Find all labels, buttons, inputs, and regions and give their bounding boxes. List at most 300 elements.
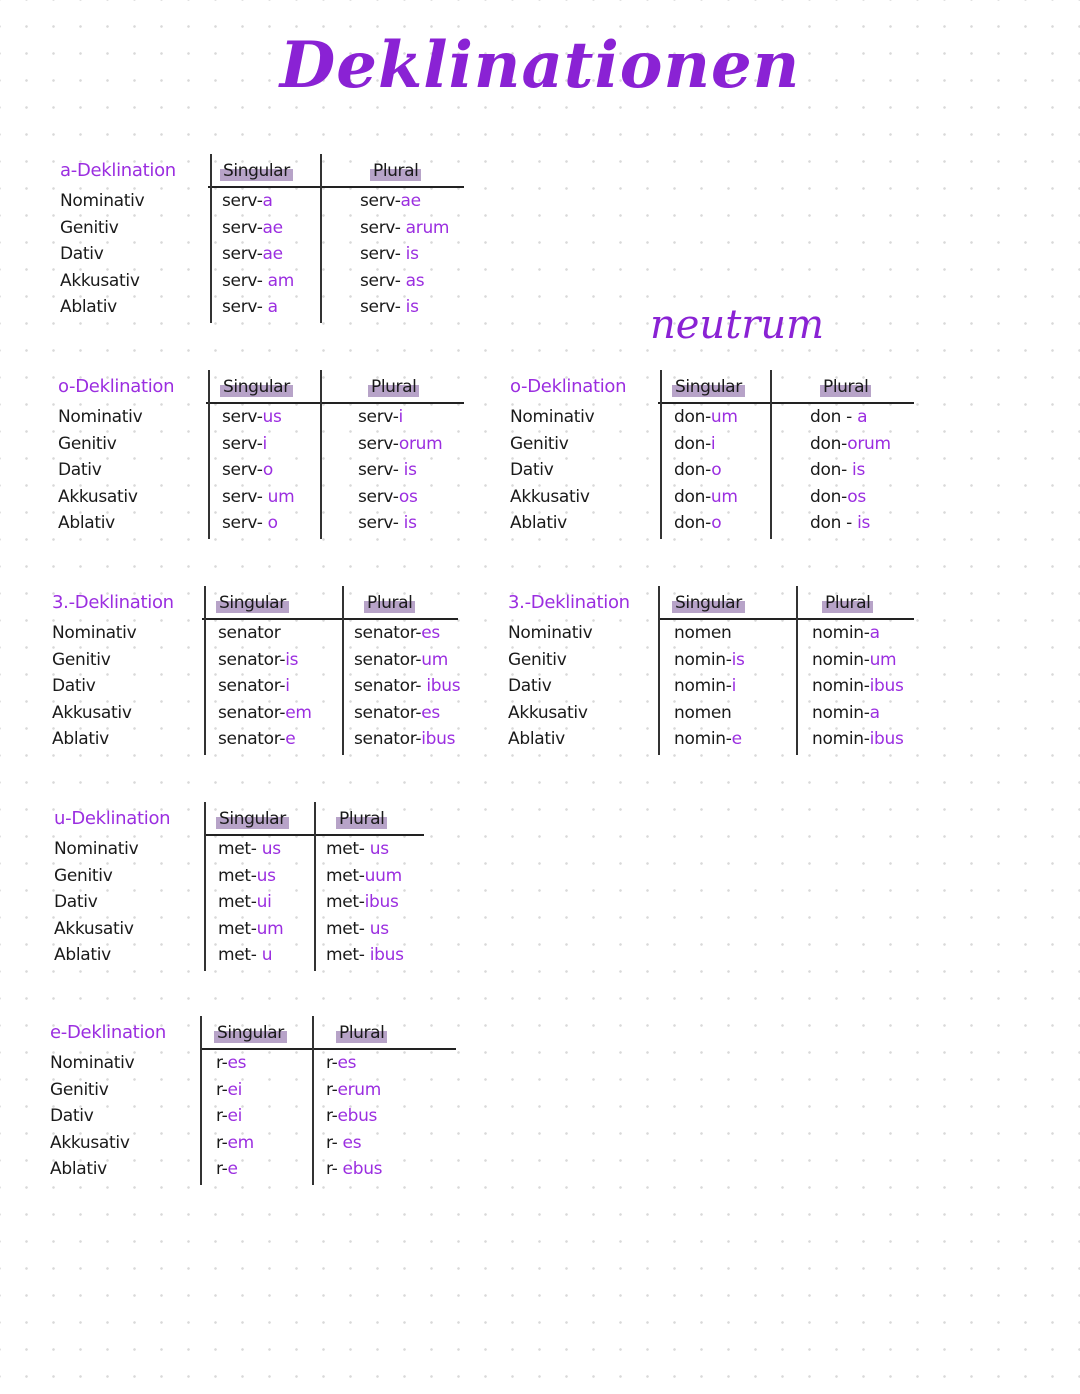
singular-form xyxy=(222,457,294,484)
o-declension-table xyxy=(58,368,468,538)
case-column xyxy=(50,1050,134,1183)
singular-form xyxy=(218,942,283,969)
word-ending: is xyxy=(403,460,417,480)
singular-form xyxy=(218,863,283,890)
declension-name xyxy=(508,590,630,617)
word-stem: don- xyxy=(674,513,712,533)
column-divider-left xyxy=(210,154,212,323)
word-ending: es xyxy=(337,1053,357,1073)
word-stem: met- xyxy=(326,918,370,939)
singular-form xyxy=(674,484,738,511)
declension-name-prefix: 3.- xyxy=(52,592,75,613)
word-stem: serv- xyxy=(358,433,399,454)
word-stem: senator- xyxy=(354,623,422,643)
declension-name-suffix: Deklination xyxy=(75,376,175,397)
word-stem: serv- xyxy=(222,407,263,427)
plural-form xyxy=(358,457,442,484)
plural-column xyxy=(326,1050,382,1183)
case-label: Nominativ xyxy=(60,191,145,211)
singular-form xyxy=(218,836,283,863)
case-column xyxy=(58,404,142,537)
plural-column xyxy=(360,188,449,321)
column-divider-right xyxy=(342,586,344,755)
word-stem: r- xyxy=(326,1159,343,1179)
word-stem: nomin- xyxy=(812,676,870,696)
word-ending: o xyxy=(711,513,722,533)
word-stem: serv- xyxy=(222,191,263,211)
plural-form xyxy=(812,726,904,753)
word-ending: ae xyxy=(400,191,421,211)
singular-column xyxy=(674,404,738,537)
singular-form xyxy=(222,215,294,242)
word-ending: ei xyxy=(227,1106,243,1126)
word-stem: don- xyxy=(810,433,848,454)
word-stem: met- xyxy=(218,865,257,886)
word-stem: senator- xyxy=(218,702,286,723)
plural-form xyxy=(326,836,404,863)
plural-form xyxy=(810,431,891,458)
word-ending: o xyxy=(711,460,722,480)
word-stem: serv- xyxy=(222,217,263,238)
word-ending: ibus xyxy=(369,945,404,965)
word-ending: is xyxy=(405,297,419,317)
declension-name xyxy=(510,374,626,401)
word-ending: is xyxy=(403,513,417,533)
case-label: Genitiv xyxy=(52,649,111,670)
word-ending: i xyxy=(398,407,403,427)
word-stem: r- xyxy=(216,1053,228,1073)
column-divider-left xyxy=(204,802,206,971)
word-stem: don - xyxy=(810,407,858,427)
plural-form xyxy=(360,215,449,242)
column-divider-left xyxy=(204,586,206,755)
word-ending: ei xyxy=(227,1079,243,1100)
word-ending: us xyxy=(256,865,276,886)
word-stem: nomin- xyxy=(674,649,732,670)
word-ending: i xyxy=(262,433,267,454)
singular-form xyxy=(674,457,738,484)
singular-form xyxy=(674,620,745,647)
word-ending: e xyxy=(285,729,296,749)
word-stem: serv- xyxy=(358,407,399,427)
case-label: Dativ xyxy=(52,676,96,696)
word-ending: em xyxy=(285,702,312,723)
case-label: Ablativ xyxy=(60,297,117,317)
singular-form xyxy=(218,620,312,647)
case-column xyxy=(510,404,594,537)
case-label: Genitiv xyxy=(58,433,117,454)
declension-name xyxy=(54,806,170,833)
singular-header: Singular xyxy=(216,590,289,617)
singular-column xyxy=(216,1050,254,1183)
word-stem: serv- xyxy=(222,297,268,317)
column-divider-left xyxy=(208,370,210,539)
case-label: Nominativ xyxy=(58,407,143,427)
word-ending: ae xyxy=(262,244,283,264)
word-ending: as xyxy=(405,270,425,291)
plural-header: Plural xyxy=(336,1020,387,1047)
case-label: Genitiv xyxy=(508,649,567,670)
singular-header: Singular xyxy=(214,1020,287,1047)
singular-form xyxy=(674,673,745,700)
word-stem: serv- xyxy=(222,270,268,291)
case-label: Akkusativ xyxy=(50,1132,130,1153)
word-ending: us xyxy=(262,407,282,427)
word-stem: nomen xyxy=(674,623,732,643)
singular-form xyxy=(222,510,294,537)
word-ending: is xyxy=(852,460,865,480)
declension-name xyxy=(50,1020,166,1047)
singular-form xyxy=(222,241,294,268)
singular-form xyxy=(222,404,294,431)
word-ending: es xyxy=(227,1053,247,1073)
word-stem: don - xyxy=(810,513,858,533)
singular-form xyxy=(222,431,294,458)
word-ending: erum xyxy=(337,1079,382,1100)
case-label: Akkusativ xyxy=(508,702,588,723)
declension-name xyxy=(60,158,176,185)
singular-form xyxy=(218,889,283,916)
plural-form xyxy=(358,484,442,511)
word-ending: ibus xyxy=(426,676,461,696)
word-stem: nomin- xyxy=(812,623,870,643)
word-stem: serv- xyxy=(360,244,406,264)
case-label: Dativ xyxy=(50,1106,94,1126)
case-label: Nominativ xyxy=(52,623,137,643)
word-ending: a xyxy=(857,407,868,427)
column-divider-right xyxy=(320,154,322,323)
word-stem: nomin- xyxy=(812,702,870,723)
singular-form xyxy=(222,268,294,295)
word-ending: um xyxy=(869,649,897,670)
word-ending: um xyxy=(710,407,738,427)
case-label: Dativ xyxy=(510,460,554,480)
word-ending: orum xyxy=(847,433,891,454)
word-ending: os xyxy=(398,486,418,507)
word-stem: senator- xyxy=(354,702,422,723)
word-stem: serv- xyxy=(358,486,399,507)
plural-form xyxy=(326,916,404,943)
column-divider-right xyxy=(796,586,798,755)
case-label: Genitiv xyxy=(50,1079,109,1100)
word-ending: es xyxy=(421,702,440,723)
word-stem: met- xyxy=(218,839,262,859)
plural-column xyxy=(812,620,904,753)
word-stem: serv- xyxy=(360,217,406,238)
column-divider-left xyxy=(658,586,660,755)
word-stem: r- xyxy=(216,1079,228,1100)
singular-form xyxy=(216,1103,254,1130)
plural-form xyxy=(326,1077,382,1104)
plural-column xyxy=(326,836,404,969)
word-ending: ibus xyxy=(869,676,904,696)
word-stem: met- xyxy=(218,892,257,912)
singular-header: Singular xyxy=(672,374,745,401)
plural-form xyxy=(326,1130,382,1157)
case-label: Genitiv xyxy=(54,865,113,886)
declension-name-prefix: o- xyxy=(510,376,528,397)
declension-name xyxy=(58,374,174,401)
word-stem: don- xyxy=(674,407,711,427)
word-stem: nomin- xyxy=(674,729,732,749)
declension-name-suffix: Deklination xyxy=(76,160,176,181)
word-stem: met- xyxy=(218,918,257,939)
case-label: Dativ xyxy=(508,676,552,696)
word-ending: es xyxy=(421,623,440,643)
word-ending: um xyxy=(421,649,448,670)
singular-form xyxy=(216,1130,254,1157)
word-ending: orum xyxy=(398,433,443,454)
word-stem: r- xyxy=(326,1079,338,1100)
plural-form xyxy=(360,268,449,295)
declension-name xyxy=(52,590,174,617)
case-label: Akkusativ xyxy=(54,918,134,939)
word-stem: senator- xyxy=(354,729,422,749)
plural-form xyxy=(326,1103,382,1130)
word-ending: us xyxy=(369,839,389,859)
word-stem: senator- xyxy=(354,649,422,670)
e-declension-table xyxy=(50,1014,470,1186)
singular-column xyxy=(218,620,312,753)
declension-name-suffix: Deklination xyxy=(66,1022,166,1043)
word-stem: don- xyxy=(674,486,711,507)
word-ending: is xyxy=(731,649,745,670)
plural-form xyxy=(354,647,460,674)
word-ending: ae xyxy=(262,217,283,238)
plural-column xyxy=(810,404,891,537)
word-ending: ebus xyxy=(342,1159,383,1179)
word-stem: don- xyxy=(674,460,712,480)
word-ending: a xyxy=(869,702,880,723)
case-column xyxy=(508,620,592,753)
word-ending: am xyxy=(267,270,295,291)
word-stem: serv- xyxy=(360,297,406,317)
word-ending: arum xyxy=(405,217,450,238)
singular-form xyxy=(222,294,294,321)
third-declension-table xyxy=(52,584,492,756)
plural-column xyxy=(358,404,442,537)
singular-column xyxy=(222,404,294,537)
word-stem: nomen xyxy=(674,702,732,723)
singular-form xyxy=(674,700,745,727)
singular-form xyxy=(216,1156,254,1183)
word-stem: don- xyxy=(810,460,853,480)
word-ending: es xyxy=(342,1132,362,1153)
column-divider-left xyxy=(200,1016,202,1185)
a-declension-table xyxy=(60,152,470,322)
singular-form xyxy=(216,1050,254,1077)
declension-name-suffix: Deklination xyxy=(74,592,174,613)
singular-form xyxy=(674,404,738,431)
word-stem: r- xyxy=(216,1132,228,1153)
word-stem: r- xyxy=(216,1159,228,1179)
word-ending: a xyxy=(262,191,273,211)
plural-form xyxy=(326,889,404,916)
word-stem: met- xyxy=(218,945,262,965)
singular-header: Singular xyxy=(220,374,293,401)
word-ending: is xyxy=(857,513,871,533)
word-ending: ebus xyxy=(337,1106,378,1126)
singular-column xyxy=(218,836,283,969)
plural-form xyxy=(812,647,904,674)
word-stem: serv- xyxy=(222,513,268,533)
declension-name-prefix: o- xyxy=(58,376,76,397)
word-ending: os xyxy=(847,486,866,507)
word-stem: don- xyxy=(674,433,711,454)
word-ending: o xyxy=(267,513,278,533)
plural-form xyxy=(360,241,449,268)
case-label: Dativ xyxy=(54,892,98,912)
plural-form xyxy=(326,942,404,969)
case-label: Nominativ xyxy=(510,407,595,427)
case-label: Ablativ xyxy=(52,729,109,749)
plural-form xyxy=(812,620,904,647)
word-stem: met- xyxy=(326,892,365,912)
plural-header: Plural xyxy=(364,590,415,617)
singular-header: Singular xyxy=(672,590,745,617)
word-ending: o xyxy=(262,460,273,480)
plural-form xyxy=(354,700,460,727)
case-label: Akkusativ xyxy=(52,702,132,723)
word-stem: met- xyxy=(326,945,370,965)
word-ending: um xyxy=(256,918,284,939)
plural-form xyxy=(358,510,442,537)
case-label: Dativ xyxy=(60,244,104,264)
column-divider-right xyxy=(312,1016,314,1185)
plural-header: Plural xyxy=(820,374,871,401)
word-stem: senator- xyxy=(218,676,286,696)
word-ending: ui xyxy=(256,892,272,912)
case-column xyxy=(54,836,138,969)
word-ending: a xyxy=(869,623,880,643)
case-label: Nominativ xyxy=(508,623,593,643)
plural-form xyxy=(810,404,891,431)
singular-form xyxy=(674,647,745,674)
singular-form xyxy=(674,510,738,537)
singular-form xyxy=(218,673,312,700)
case-label: Akkusativ xyxy=(58,486,138,507)
word-ending: um xyxy=(267,486,295,507)
word-ending: us xyxy=(369,918,389,939)
plural-header: Plural xyxy=(822,590,873,617)
word-ending: ibus xyxy=(364,892,399,912)
word-stem: serv- xyxy=(222,433,263,454)
word-ending: uum xyxy=(364,865,402,886)
word-stem: r- xyxy=(216,1106,228,1126)
plural-form xyxy=(326,1050,382,1077)
column-divider-right xyxy=(314,802,316,971)
plural-form xyxy=(360,294,449,321)
word-stem: met- xyxy=(326,865,365,886)
word-stem: nomin- xyxy=(812,729,870,749)
word-stem: senator xyxy=(218,623,281,643)
word-stem: nomin- xyxy=(674,676,732,696)
singular-header: Singular xyxy=(220,158,293,185)
case-label: Ablativ xyxy=(510,513,567,533)
word-stem: senator- xyxy=(354,676,427,696)
word-ending: um xyxy=(710,486,738,507)
o-neutrum-declension-table xyxy=(510,368,920,538)
word-stem: serv- xyxy=(222,460,263,480)
word-ending: e xyxy=(731,729,742,749)
plural-form xyxy=(358,404,442,431)
singular-header: Singular xyxy=(216,806,289,833)
word-ending: ibus xyxy=(421,729,456,749)
plural-form xyxy=(810,457,891,484)
singular-form xyxy=(218,700,312,727)
word-ending: i xyxy=(731,676,737,696)
word-stem: met- xyxy=(326,839,370,859)
case-label: Genitiv xyxy=(510,433,569,454)
case-column xyxy=(60,188,144,321)
plural-form xyxy=(810,510,891,537)
plural-form xyxy=(358,431,442,458)
word-stem: don- xyxy=(810,486,848,507)
case-label: Nominativ xyxy=(50,1053,135,1073)
singular-form xyxy=(218,726,312,753)
singular-form xyxy=(222,484,294,511)
neutrum-label: neutrum xyxy=(650,302,825,348)
plural-form xyxy=(812,700,904,727)
word-ending: u xyxy=(261,945,273,965)
singular-column xyxy=(222,188,294,321)
plural-form xyxy=(326,863,404,890)
word-stem: serv- xyxy=(360,270,406,291)
singular-column xyxy=(674,620,745,753)
case-label: Ablativ xyxy=(54,945,111,965)
word-stem: serv- xyxy=(222,486,268,507)
singular-form xyxy=(674,431,738,458)
word-stem: senator- xyxy=(218,729,286,749)
singular-form xyxy=(222,188,294,215)
case-label: Ablativ xyxy=(50,1159,107,1179)
word-ending: is xyxy=(285,649,299,670)
word-ending: a xyxy=(267,297,278,317)
plural-header: Plural xyxy=(370,158,421,185)
declension-name-suffix: Deklination xyxy=(530,592,630,613)
singular-form xyxy=(218,647,312,674)
case-label: Dativ xyxy=(58,460,102,480)
word-ending: is xyxy=(405,244,419,264)
case-column xyxy=(52,620,136,753)
plural-form xyxy=(354,620,460,647)
case-label: Ablativ xyxy=(508,729,565,749)
word-stem: serv- xyxy=(358,513,404,533)
word-ending: us xyxy=(261,839,281,859)
case-label: Ablativ xyxy=(58,513,115,533)
plural-form xyxy=(810,484,891,511)
case-label: Genitiv xyxy=(60,217,119,238)
singular-form xyxy=(216,1077,254,1104)
word-stem: serv- xyxy=(358,460,404,480)
plural-column xyxy=(354,620,460,753)
column-divider-left xyxy=(660,370,662,539)
word-stem: nomin- xyxy=(812,649,870,670)
plural-header: Plural xyxy=(336,806,387,833)
plural-form xyxy=(354,673,460,700)
page-title: Deklinationen xyxy=(279,28,801,103)
declension-name-prefix: a- xyxy=(60,160,77,181)
plural-form xyxy=(326,1156,382,1183)
case-label: Akkusativ xyxy=(510,486,590,507)
word-stem: r- xyxy=(326,1053,338,1073)
word-ending: e xyxy=(227,1159,238,1179)
word-ending: em xyxy=(227,1132,254,1153)
word-stem: r- xyxy=(326,1106,338,1126)
singular-form xyxy=(674,726,745,753)
declension-name-prefix: u- xyxy=(54,808,72,829)
declension-name-suffix: Deklination xyxy=(527,376,627,397)
